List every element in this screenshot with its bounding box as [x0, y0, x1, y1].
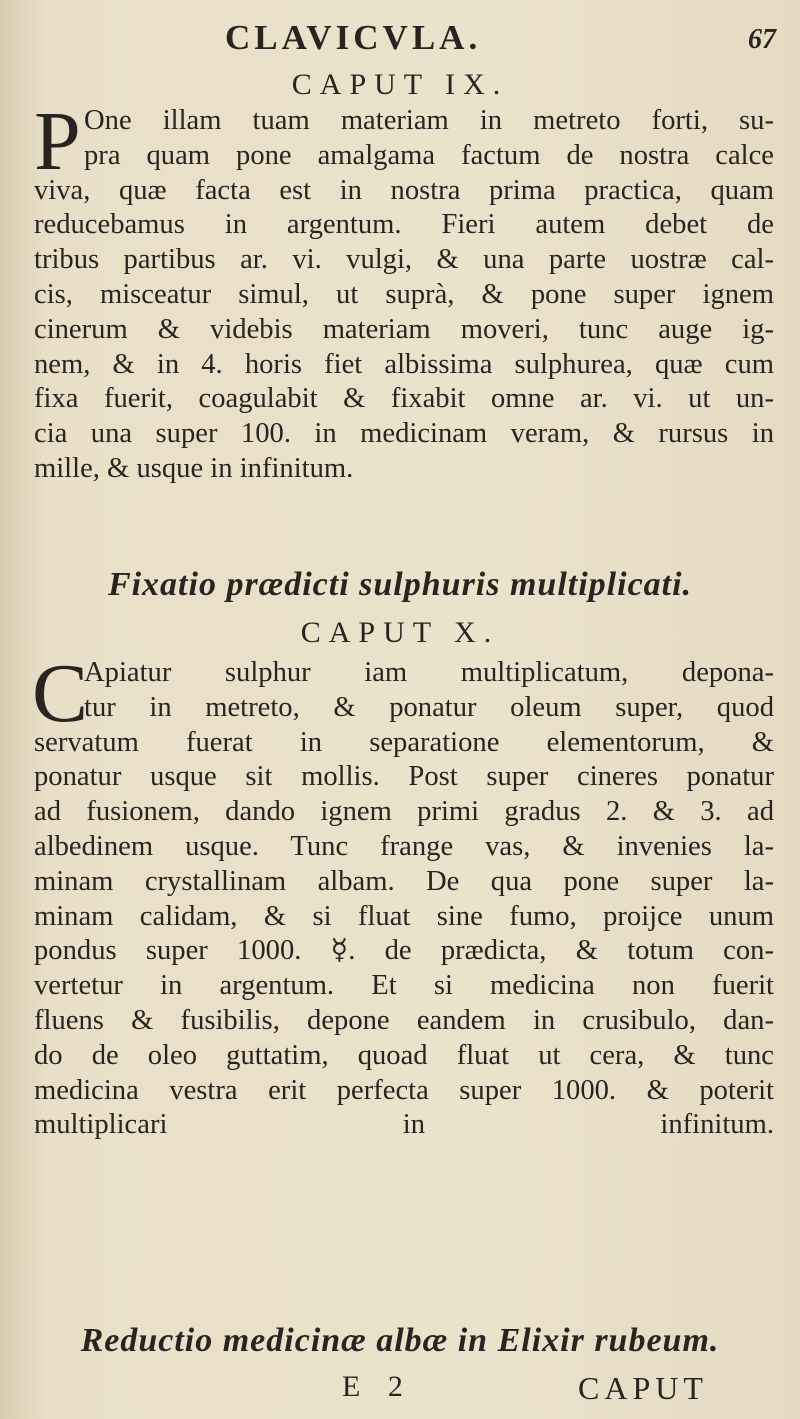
chapter-heading-ix: CAPUT IX. — [291, 68, 509, 101]
text-line: pondus super 1000. ☿. de prædicta, & totum con- — [34, 935, 774, 967]
text-line: viva, quæ facta est in nostra prima practica, quam — [34, 174, 774, 206]
page-footer — [0, 1370, 800, 1410]
text-line: albedinem usque. Tunc frange vas, & invenies la- — [34, 830, 774, 862]
text-line: fluens & fusibilis, depone eandem in crusibulo, dan- — [34, 1004, 774, 1036]
catchword: CAPUT — [578, 1370, 708, 1406]
text-line: cia una super 100. in medicinam veram, & rursus in — [34, 418, 774, 450]
text-line: vertetur in argentum. Et si medicina non fuerit — [34, 970, 774, 1002]
text-line: medicina vestra erit perfecta super 1000. & poterit — [34, 1074, 774, 1106]
text-line: minam crystallinam albam. De qua pone super la- — [34, 865, 774, 897]
page-header — [0, 18, 800, 58]
text-line: nem, & in 4. horis fiet albissima sulphurea, quæ cum — [34, 348, 774, 380]
text-line: ad fusionem, dando ignem primi gradus 2. & 3. ad — [34, 796, 774, 828]
text-line: tur in metreto, & ponatur oleum super, quod — [84, 691, 774, 723]
text-line: minam calidam, & si fluat sine fumo, proijce unum — [34, 900, 774, 932]
text-line: One illam tuam materiam in metreto forti, su- — [84, 105, 774, 136]
section-rubric-next: Reductio medicinæ albæ in Elixir rubeum. — [80, 1322, 720, 1359]
text-line: cis, misceatur simul, ut suprà, & pone super ignem — [34, 278, 774, 310]
text-line: fixa fuerit, coagulabit & fixabit omne ar. vi. ut un- — [34, 383, 774, 415]
text-line: servatum fuerat in separatione elementorum, & — [34, 726, 774, 758]
chapter-heading-x: CAPUT X. — [300, 616, 500, 649]
text-line: Apiatur sulphur iam multiplicatum, depona- — [84, 657, 774, 688]
page-number: 67 — [748, 24, 776, 55]
drop-cap-c: C — [32, 647, 89, 740]
chapter-x-text — [34, 656, 774, 1143]
running-title: CLAVICVLA. — [225, 18, 482, 57]
chapter-ix-text — [34, 104, 774, 487]
text-line: cinerum & videbis materiam moveri, tunc auge ig- — [34, 313, 774, 345]
drop-cap-p: P — [34, 95, 81, 188]
text-line: do de oleo guttatim, quoad fluat ut cera, & tunc — [34, 1039, 774, 1071]
section-rubric: Fixatio prædicti sulphuris multiplicati. — [107, 566, 693, 603]
signature-mark: E 2 — [342, 1370, 413, 1403]
text-line: reducebamus in argentum. Fieri autem debet de — [34, 209, 774, 241]
text-line: pra quam pone amalgama factum de nostra calce — [84, 139, 774, 171]
text-line: tribus partibus ar. vi. vulgi, & una parte uostræ cal- — [34, 244, 774, 276]
text-line: mille, & usque in infinitum. — [34, 452, 354, 484]
text-line: multiplicari in infinitum. — [34, 1109, 774, 1141]
text-line: ponatur usque sit mollis. Post super cineres ponatur — [34, 761, 774, 793]
